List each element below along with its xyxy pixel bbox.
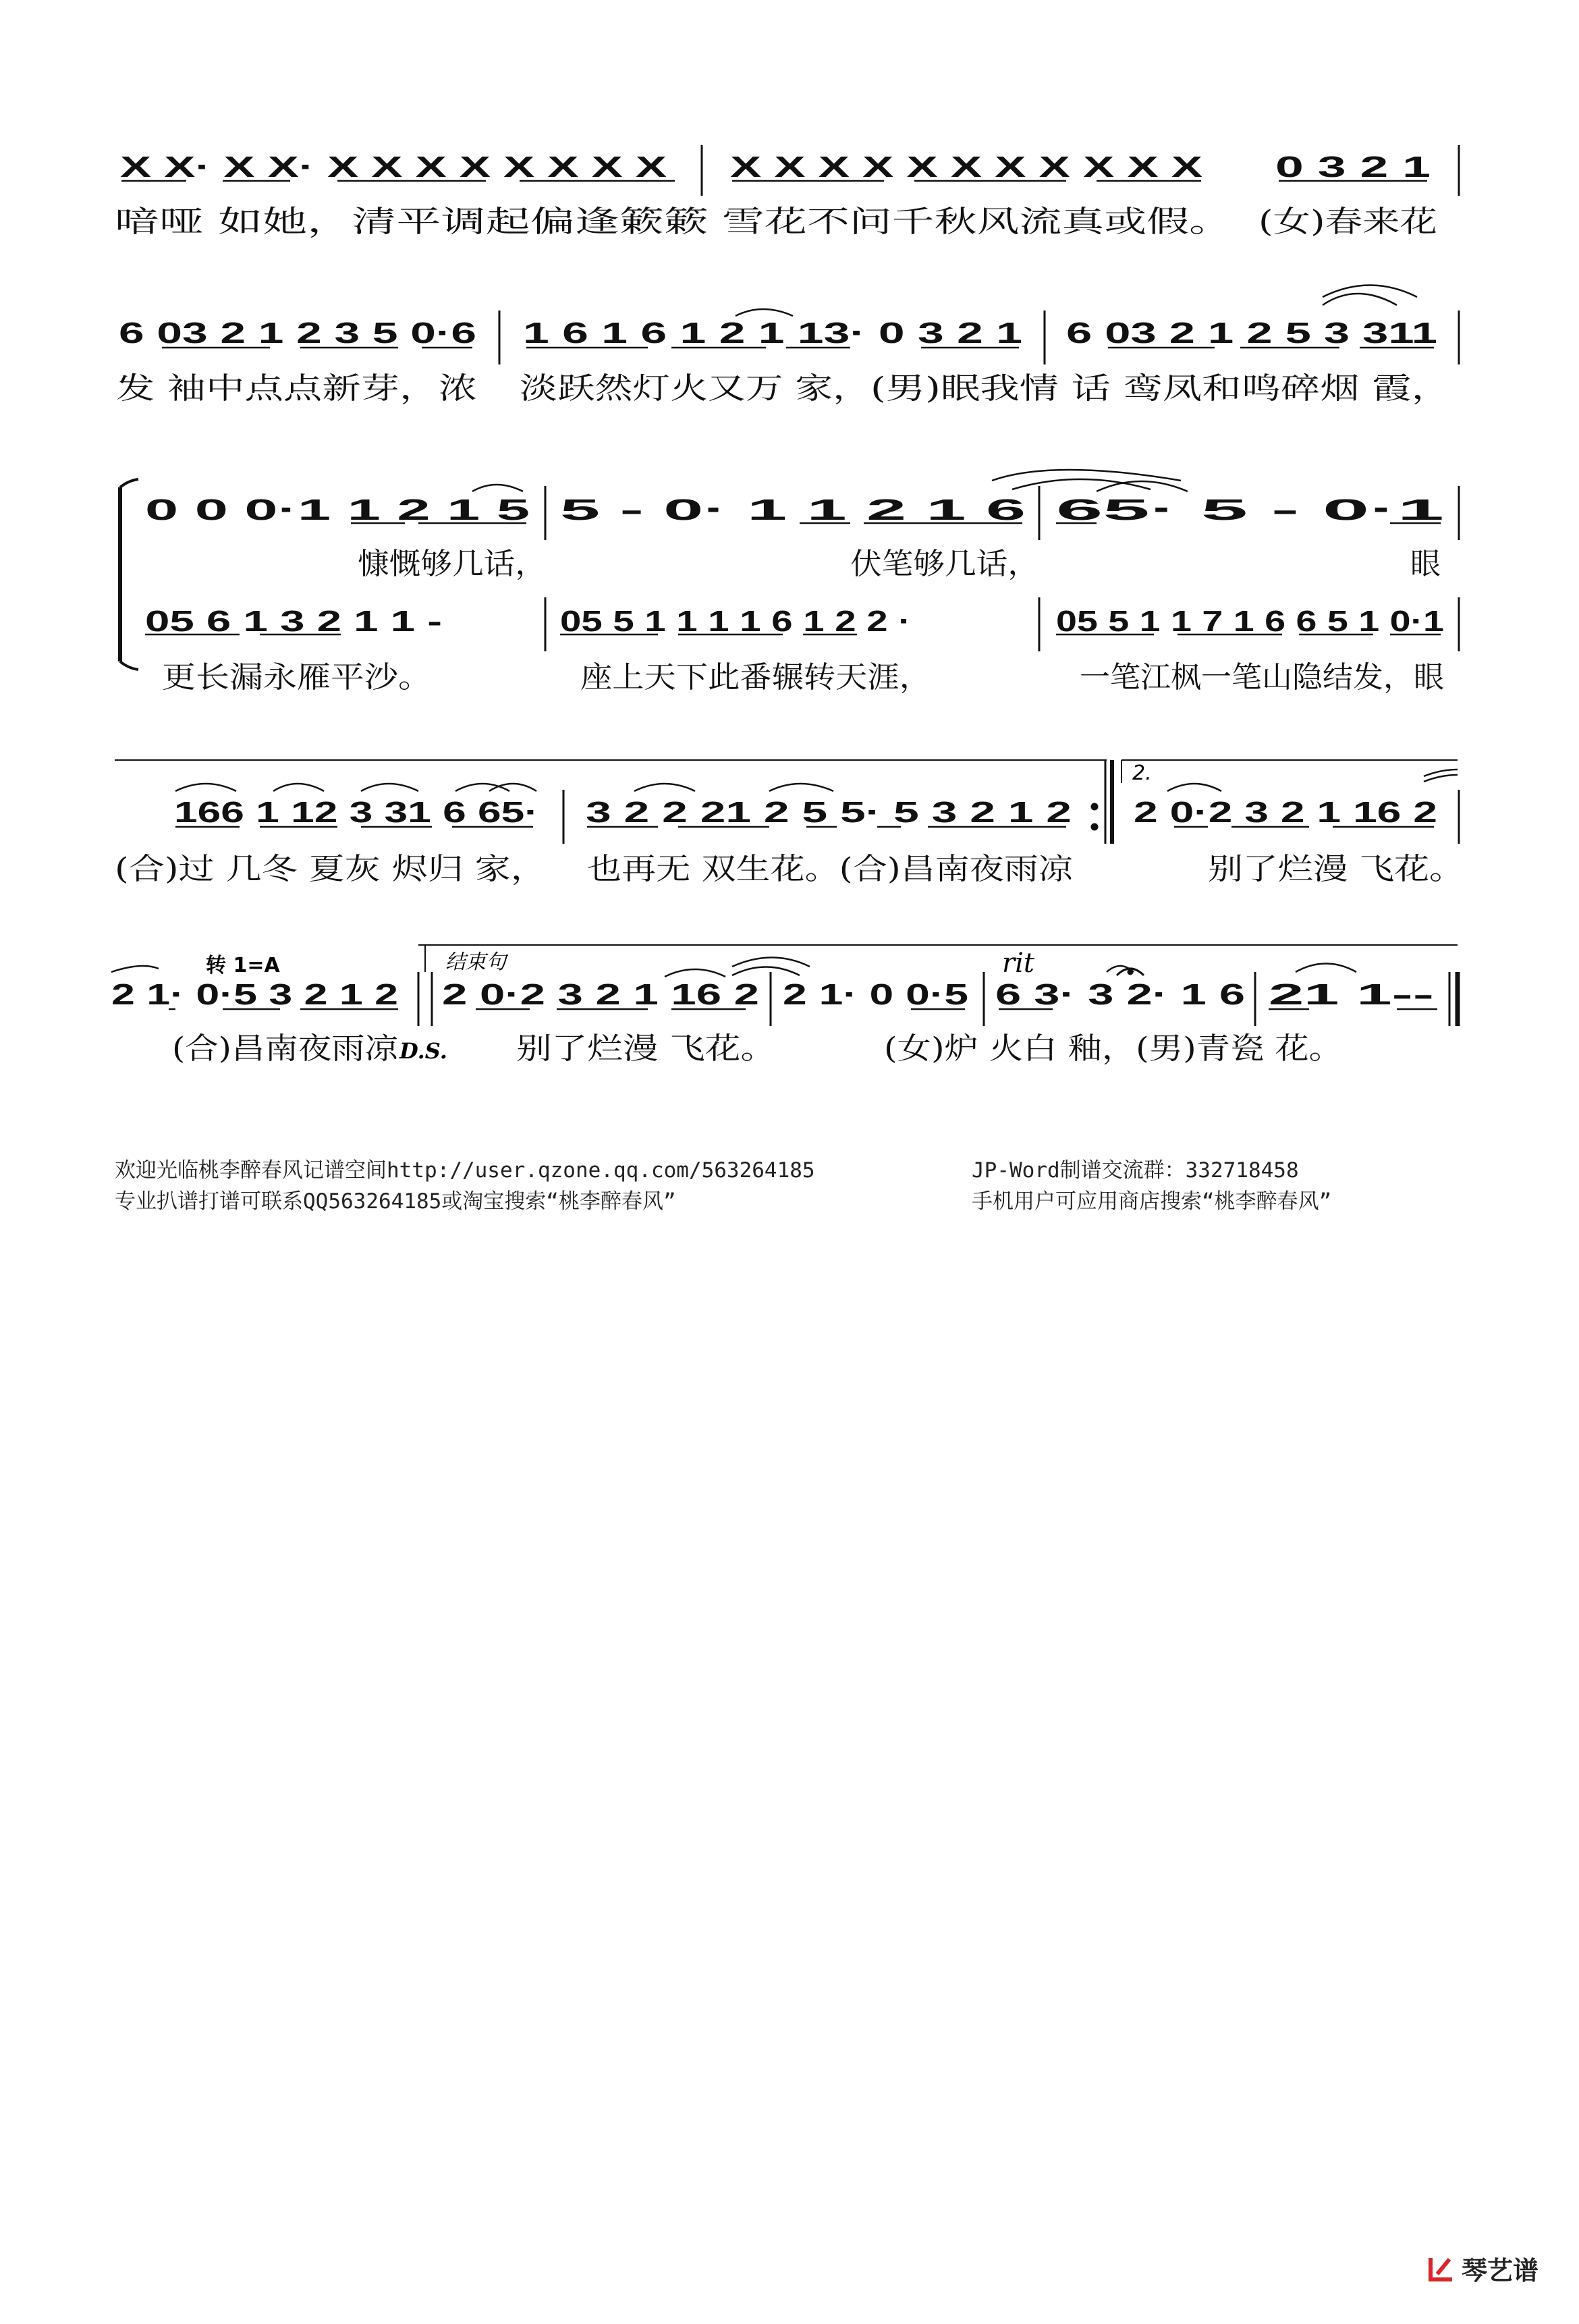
logo-text: 琴艺谱 — [1461, 2256, 1539, 2286]
tempo-marking: rit — [1002, 948, 1034, 979]
notes-line5-seg3: 2 0·2 3 2 1 16 2 — [1134, 796, 1437, 829]
lyrics-line1-seg3: (女)春来花 — [1258, 205, 1437, 239]
lyrics-line3-seg1: 慷慨够几话， — [358, 547, 547, 581]
footer-group: JP-Word制谱交流群：332718458 — [972, 1158, 1299, 1183]
lyrics-line2-seg3: (男)眠我情 话 鸾凤和鸣碎烟 霞， — [870, 371, 1451, 406]
footer-website: 欢迎光临桃李醉春风记谱空间http://user.qzone.qq.com/563264185 — [115, 1158, 815, 1183]
coda-label: 结束句 — [445, 950, 506, 974]
notes-line6-seg3: 2 1· 0 0·5 — [783, 978, 968, 1011]
notes-line2-seg2: 1 6 1 6 1 2 1 13· 0 3 2 1 — [523, 317, 1022, 350]
lyrics-line4-seg1: 更长漏永雁平沙。 — [162, 660, 432, 695]
notes-line3-seg3: 65· 5 - 0·1 — [1056, 493, 1444, 526]
footer-contact: 专业扒谱打谱可联系QQ563264185或淘宝搜索“桃李醉春风” — [115, 1189, 676, 1214]
notes-line1-seg1: X X· X X· X X X X X X X X — [120, 151, 667, 184]
notes-line2-seg1: 6 03 2 1 2 3 5 0·6 — [119, 317, 476, 350]
footer — [115, 1153, 1332, 1274]
lyrics-line5-seg2: 也再无 双生花。(合)昌南夜雨凉 — [587, 852, 1074, 886]
lyrics-line2-seg2: 淡跃然灯火又万 家， — [520, 371, 870, 406]
notes-line1-seg2: X X X X X X X X X X X — [730, 151, 1202, 184]
lyrics-line2-seg1: 发 袖中点点新芽，浓 — [116, 371, 477, 406]
volta-label: 2. — [1132, 761, 1152, 785]
notes-line5-seg1: 166 1 12 3 31 6 65· — [174, 796, 538, 829]
notes-line4-seg2: 05 5 1 1 1 1 6 1 2 2 · — [560, 605, 911, 638]
notes-line6-seg1: 2 1· 0·5 3 2 1 2 — [111, 978, 398, 1011]
footer-app: 手机用户可应用商店搜索“桃李醉春风” — [972, 1189, 1332, 1214]
notes-line3-seg1: 0 0 0·1 1 2 1 5 — [145, 493, 530, 526]
lyrics-line5-seg1: (合)过 几冬 夏灰 烬归 家， — [115, 852, 547, 886]
lyrics-line3-seg3: 眼 — [1410, 547, 1441, 581]
lyrics-line1-seg2: 雪花不问千秋风流真或假。 — [722, 205, 1231, 239]
lyrics-line6-seg1: (合)昌南夜雨凉 — [172, 1031, 399, 1066]
key-change-label: 转 1=A — [206, 954, 280, 977]
lyrics-line4-seg2: 座上天下此番辗转天涯， — [580, 660, 931, 695]
ds-marking: D.S. — [399, 1038, 447, 1064]
lyrics-line1-seg1: 喑哑 如她，清平调起偏逢簌簌 — [115, 205, 709, 239]
notes-line6-seg2: 2 0·2 3 2 1 16 2 — [442, 978, 759, 1011]
notes-line4-seg1: 05 6 1 3 2 1 1 - — [145, 605, 442, 638]
lyrics-line6-seg2: 别了烂漫 飞花。 — [516, 1031, 776, 1066]
notes-line3-seg2: 5 - 0· 1 1 2 1 6 — [560, 493, 1026, 526]
notes-line6-seg4: 6 3· 3 2· 1 6 — [995, 978, 1245, 1011]
site-logo — [1426, 2250, 1539, 2287]
lyrics-line6-seg3: (女)炉 火白 釉，(男)青瓷 花。 — [884, 1031, 1343, 1066]
notes-line5-seg2: 3 2 2 21 2 5 5· 5 3 2 1 2 — [586, 796, 1072, 829]
notes-line6-seg5: 21 1-- — [1269, 978, 1434, 1011]
lyrics-line3-seg2: 伏笔够几话， — [850, 547, 1039, 581]
notes-line2-seg3: 6 03 2 1 2 5 3 311 — [1066, 317, 1437, 350]
notes-line4-seg3: 05 5 1 1 7 1 6 6 5 1 0·1 — [1056, 605, 1444, 638]
lyrics-line4-seg3: 一笔江枫一笔山隐结发，眼 — [1080, 660, 1444, 695]
qinyipu-logo-icon — [1426, 2254, 1456, 2284]
lyrics-line5-seg3: 别了烂漫 飞花。 — [1208, 852, 1464, 886]
notes-line1-seg3: 0 3 2 1 — [1275, 151, 1431, 184]
